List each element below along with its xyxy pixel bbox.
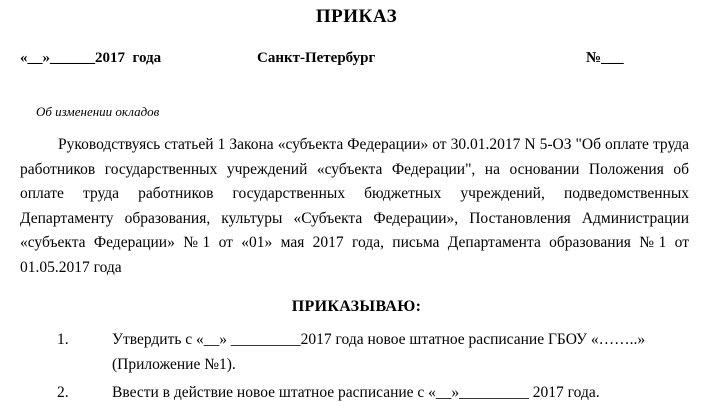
document-title: ПРИКАЗ bbox=[315, 6, 398, 27]
document-subject: Об изменении окладов bbox=[36, 104, 160, 119]
order-item bbox=[0, 381, 672, 406]
document-city: Санкт-Петербург bbox=[257, 50, 376, 66]
order-item-number: 2. bbox=[57, 384, 69, 401]
order-item bbox=[0, 328, 672, 377]
document-date: «__»______2017 года bbox=[20, 50, 162, 66]
order-item-text: Утвердить с «__» _________2017 года новое штатное расписание ГБОУ «……..» (Приложение №1). bbox=[112, 331, 646, 373]
order-item-number: 1. bbox=[57, 331, 69, 348]
document-number: №___ bbox=[586, 50, 624, 66]
order-heading: ПРИКАЗЫВАЮ: bbox=[291, 298, 422, 315]
document-body-paragraph: Руководствуясь статьей 1 Закона «субъекта Федерации» от 30.01.2017 N 5-ОЗ "Об оплате труда работников государственных учреждений «субъекта Федерации", на основании Положения об оплате труда работников государственных бюджетных учреждений, подведомственных Департаменту образования, культуры «Субъекта Федерации», Постановления Администрации «субъекта Федерации» №1 от «01» мая 2017 года, письма Департамента образования №1 от 01.05.2017 года bbox=[20, 136, 689, 276]
order-items-list bbox=[0, 328, 713, 410]
document-meta-row bbox=[20, 50, 670, 72]
order-item-text: Ввести в действие новое штатное расписание с «__»_________ 2017 года. bbox=[112, 384, 600, 401]
